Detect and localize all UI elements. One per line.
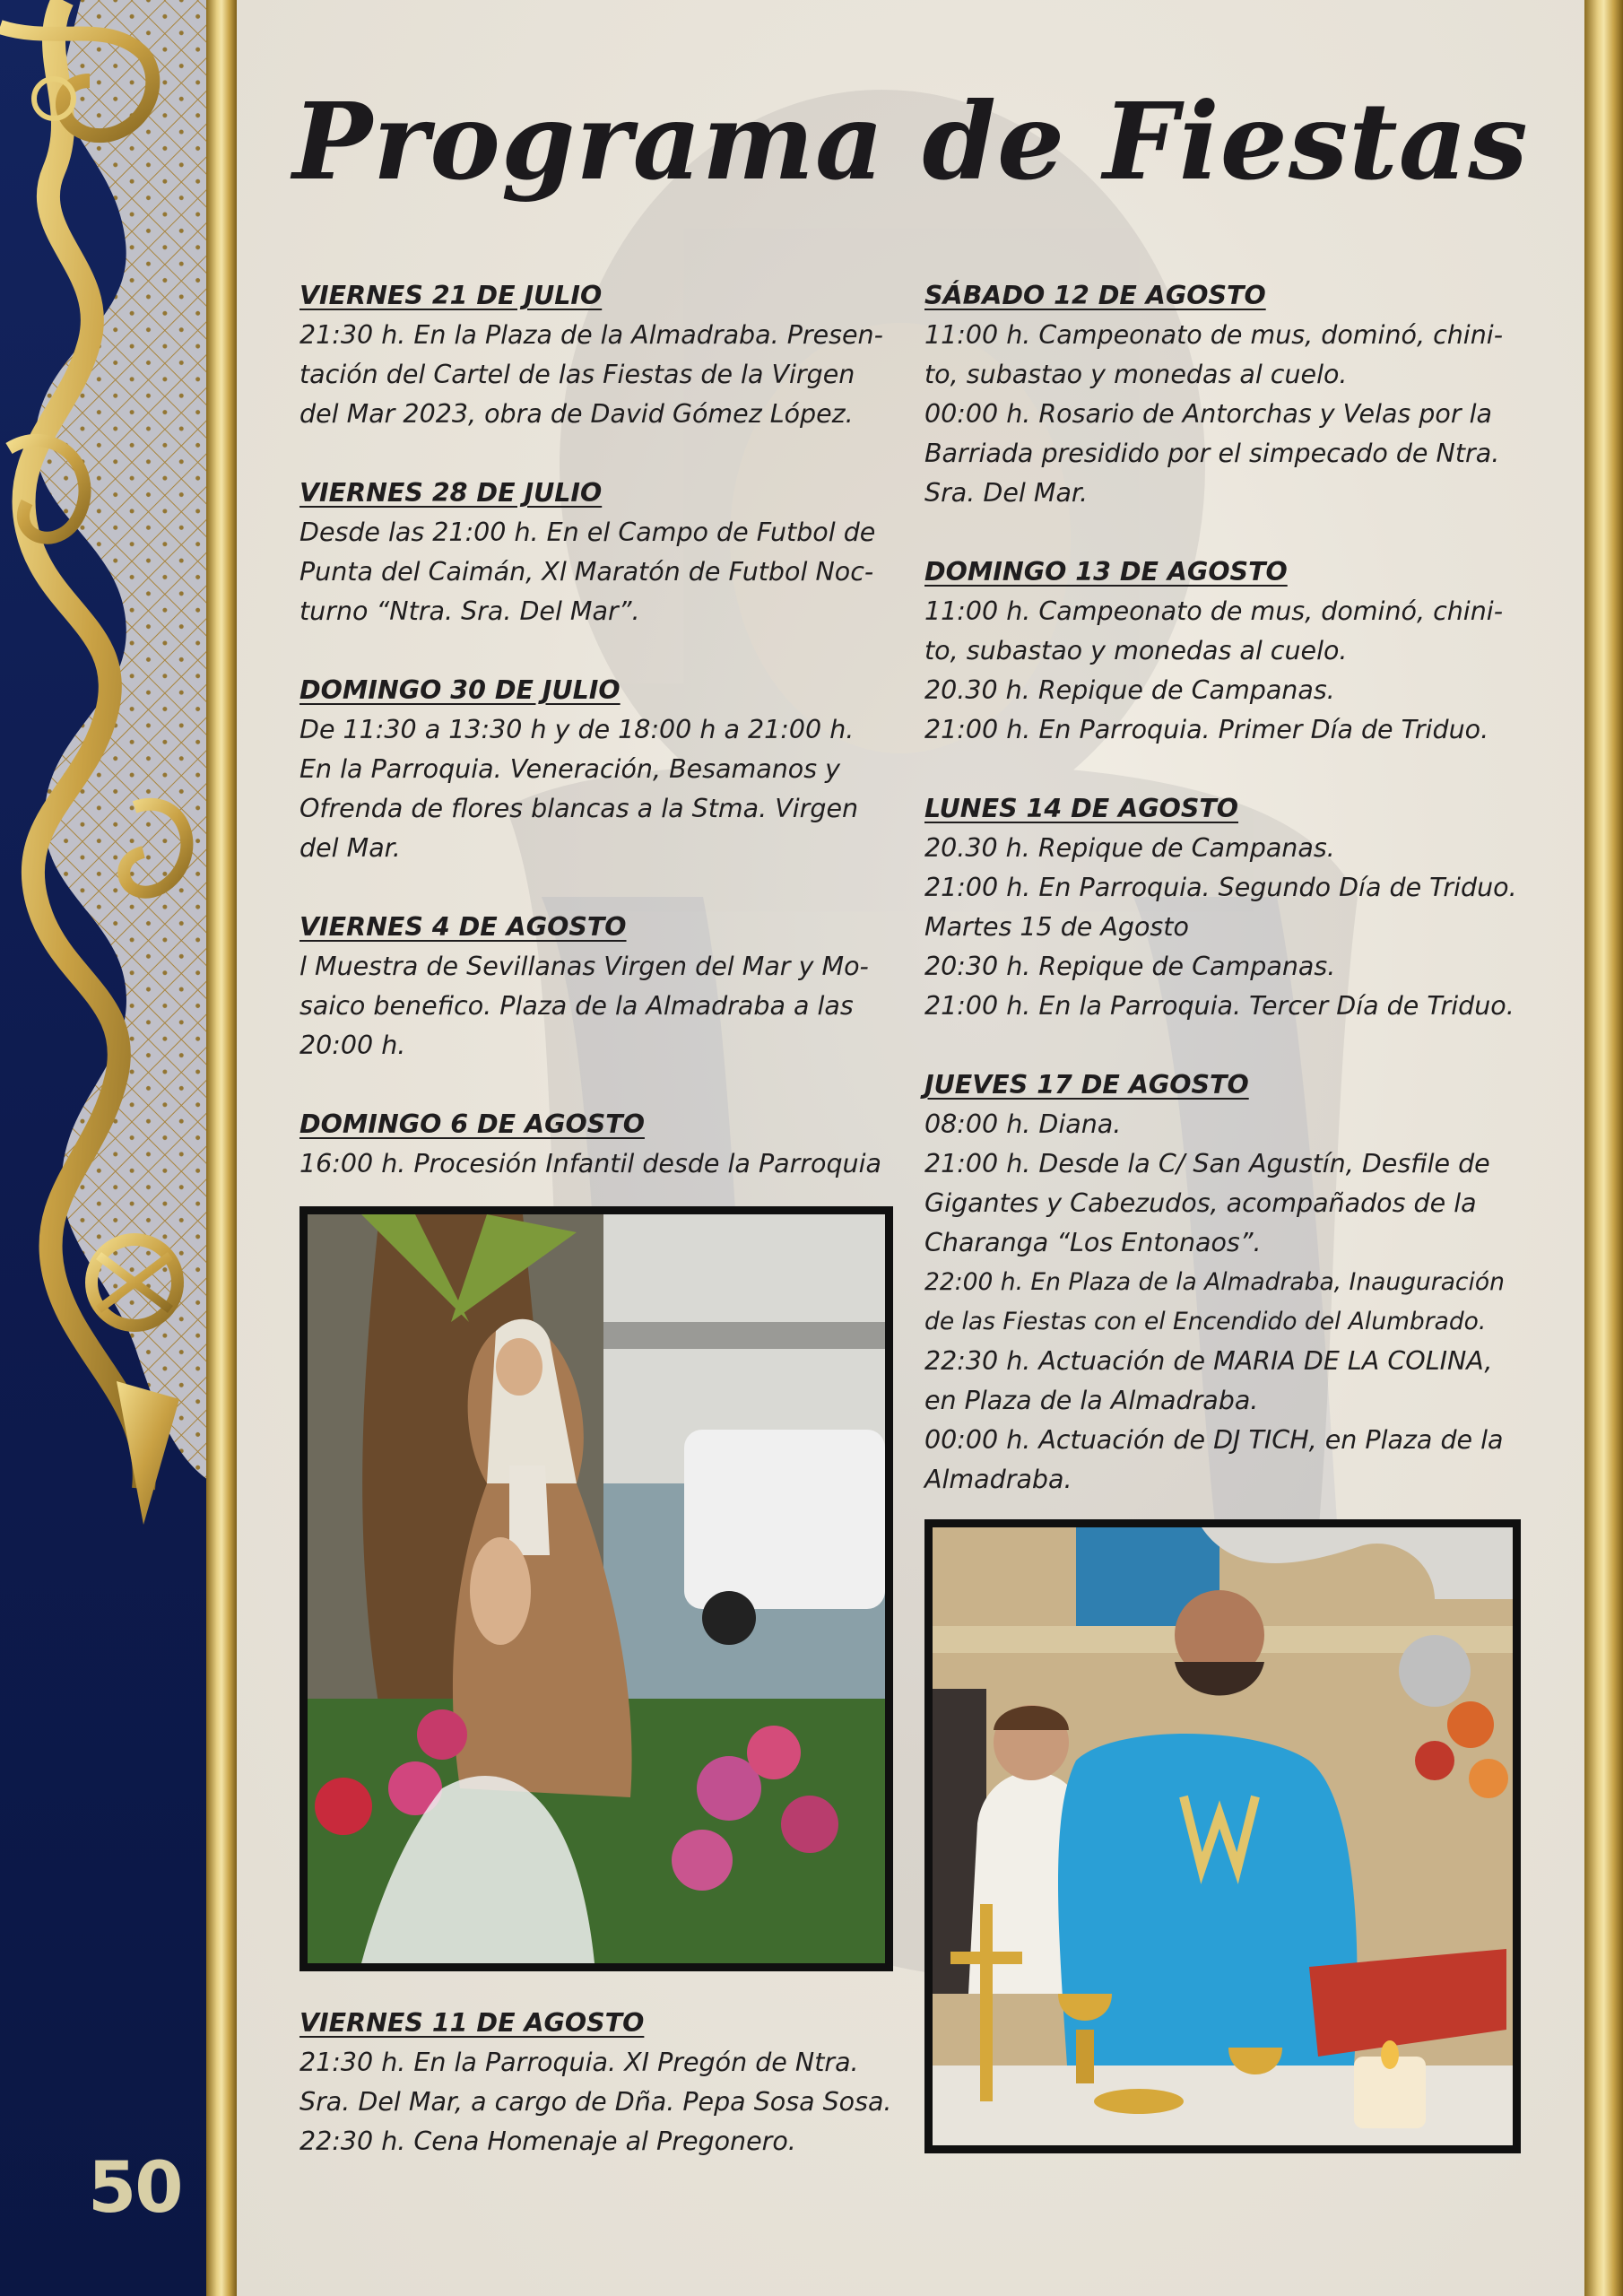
event-block [299, 671, 893, 868]
event-line: Barriada presidido por el simpecado de Ntra. [924, 439, 1500, 468]
gold-embroidery-ornament [0, 0, 208, 1525]
event-block [924, 789, 1519, 1026]
event-line: Sra. Del Mar, a cargo de Dña. Pepa Sosa Sosa. [299, 2087, 892, 2117]
event-line: Charanga “Los Entonaos”. [924, 1228, 1262, 1257]
event-date: DOMINGO 13 DE AGOSTO [924, 557, 1288, 587]
event-line: Ofrenda de flores blancas a la Stma. Virgen [299, 794, 859, 823]
event-line: 21:00 h. En Parroquia. Primer Día de Triduo. [924, 715, 1489, 744]
event-block [299, 2004, 893, 2161]
event-line: Almadraba. [924, 1465, 1072, 1494]
event-block [299, 1105, 893, 1184]
event-line: del Mar. [299, 833, 401, 863]
event-line: 11:00 h. Campeonato de mus, dominó, chini- [924, 320, 1503, 350]
page-number: 50 [88, 2148, 182, 2229]
page-title: Programa de Fiestas [292, 79, 1529, 204]
event-line: 20.30 h. Repique de Campanas. [924, 833, 1335, 863]
event-date: VIERNES 28 DE JULIO [299, 478, 603, 508]
event-block [924, 1065, 1519, 1500]
event-line: 16:00 h. Procesión Infantil desde la Parroquia [299, 1149, 882, 1178]
event-line: Martes 15 de Agosto [924, 912, 1189, 942]
event-line: tación del Cartel de las Fiestas de la Virgen [299, 360, 855, 389]
left-decorative-band [0, 0, 208, 2296]
event-date: VIERNES 21 DE JULIO [299, 281, 603, 310]
event-line: De 11:30 a 13:30 h y de 18:00 h a 21:00 h. [299, 715, 855, 744]
event-date: SÁBADO 12 DE AGOSTO [924, 281, 1266, 310]
event-line: 21:00 h. En Parroquia. Segundo Día de Triduo. [924, 873, 1517, 902]
gold-frame-left [206, 0, 237, 2296]
event-line: 00:00 h. Rosario de Antorchas y Velas por la [924, 399, 1492, 429]
event-line: Desde las 21:00 h. En el Campo de Futbol de [299, 517, 876, 547]
virgin-statue-photo [308, 1214, 885, 1963]
event-line: 00:00 h. Actuación de DJ TICH, en Plaza de la [924, 1425, 1504, 1455]
event-block [299, 908, 893, 1065]
event-line: 20:30 h. Repique de Campanas. [924, 952, 1336, 981]
gold-frame-right [1584, 0, 1623, 2296]
event-block [924, 552, 1519, 750]
event-line: l Muestra de Sevillanas Virgen del Mar y Mo- [299, 952, 869, 981]
event-block [924, 276, 1519, 513]
event-date: DOMINGO 30 DE JULIO [299, 675, 621, 705]
event-date: LUNES 14 DE AGOSTO [924, 794, 1239, 823]
event-line: 22:30 h. Actuación de MARIA DE LA COLINA, [924, 1346, 1493, 1376]
event-line: 22:00 h. En Plaza de la Almadraba, Inauguración [924, 1268, 1505, 1296]
event-line: saico benefico. Plaza de la Almadraba a las [299, 991, 854, 1021]
event-date: VIERNES 4 DE AGOSTO [299, 912, 627, 942]
event-date: JUEVES 17 DE AGOSTO [924, 1070, 1249, 1100]
event-line: 22:30 h. Cena Homenaje al Pregonero. [299, 2126, 796, 2156]
virgin-statue-photo-frame [299, 1206, 893, 1971]
event-line: Punta del Caimán, Xl Maratón de Futbol Noc- [299, 557, 874, 587]
event-date: VIERNES 11 DE AGOSTO [299, 2008, 645, 2038]
event-line: 21:30 h. En la Parroquia. XI Pregón de Ntra. [299, 2048, 859, 2077]
event-line: turno “Ntra. Sra. Del Mar”. [299, 596, 640, 626]
event-line: Sra. Del Mar. [924, 478, 1089, 508]
priest-mass-photo [933, 1527, 1513, 2145]
event-block [299, 276, 893, 434]
event-line: 21:00 h. En la Parroquia. Tercer Día de Triduo. [924, 991, 1515, 1021]
mass-photo-frame [924, 1519, 1521, 2153]
event-line: en Plaza de la Almadraba. [924, 1386, 1259, 1415]
event-line: 21:00 h. Desde la C/ San Agustín, Desfile de [924, 1149, 1490, 1178]
event-line: En la Parroquia. Veneración, Besamanos y [299, 754, 840, 784]
schedule-left-column [299, 276, 893, 1184]
event-line: del Mar 2023, obra de David Gómez López. [299, 399, 854, 429]
event-line: 21:30 h. En la Plaza de la Almadraba. Presen- [299, 320, 883, 350]
schedule-left-bottom [299, 2004, 893, 2161]
schedule-right-column [924, 276, 1519, 1500]
event-date: DOMINGO 6 DE AGOSTO [299, 1109, 645, 1139]
event-line: 11:00 h. Campeonato de mus, dominó, chini- [924, 596, 1503, 626]
event-line: de las Fiestas con el Encendido del Alumbrado. [924, 1308, 1487, 1335]
event-line: to, subastao y monedas al cuelo. [924, 636, 1348, 665]
event-block [299, 474, 893, 631]
event-line: 20:00 h. [299, 1031, 406, 1060]
event-line: 08:00 h. Diana. [924, 1109, 1122, 1139]
event-line: 20.30 h. Repique de Campanas. [924, 675, 1335, 705]
event-line: Gigantes y Cabezudos, acompañados de la [924, 1188, 1477, 1218]
event-line: to, subastao y monedas al cuelo. [924, 360, 1348, 389]
